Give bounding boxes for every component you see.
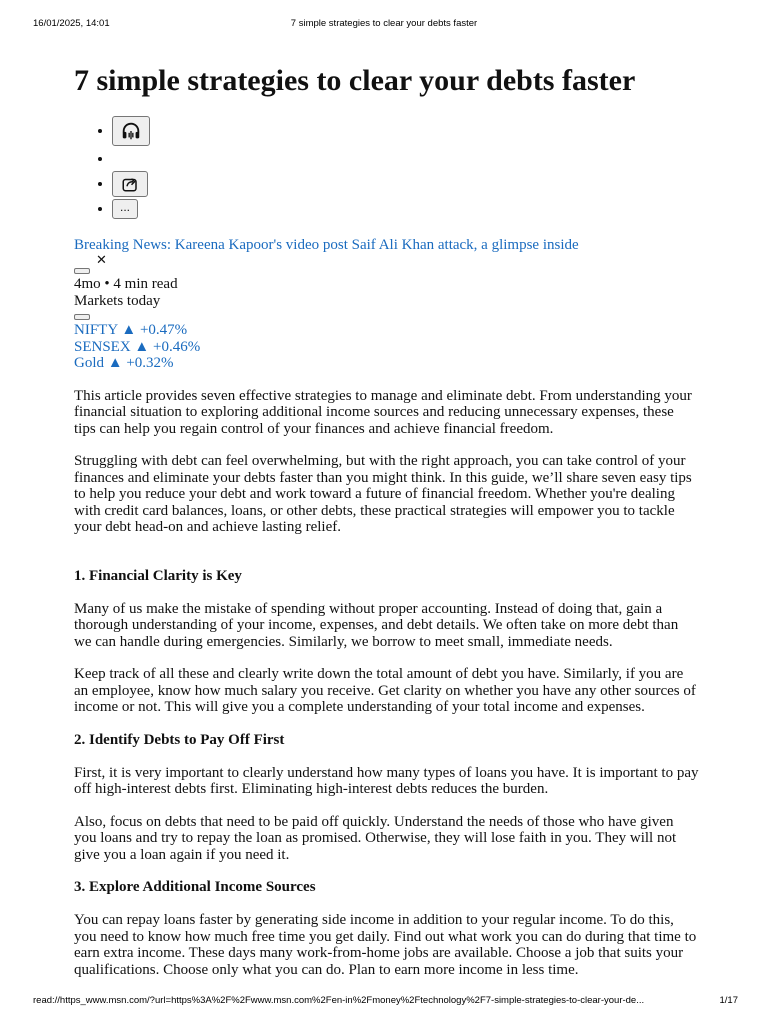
section-3-paragraph-1: You can repay loans faster by generating side income in addition to your regular income. To do this, you need to know how much free time you get daily. Find out what work you can do during that time to earn extra income. These days many work-from-home jobs are available. Choose a job that suits your qualifications. Choose only what you can do. Plan to earn more income in less time. bbox=[74, 912, 697, 978]
listen-button[interactable] bbox=[112, 116, 150, 146]
market-tickers bbox=[74, 322, 699, 372]
headphones-icon bbox=[120, 120, 142, 142]
section-heading-1: 1. Financial Clarity is Key bbox=[74, 567, 242, 584]
page-indicator: 1/17 bbox=[719, 995, 738, 1006]
share-icon bbox=[121, 175, 139, 193]
section-1-paragraph-2: Keep track of all these and clearly write down the total amount of debt you have. Similarly, if you are an employee, know how much salary you receive. Get clarity on whether you have any other sources of income or not. This will give you a complete understanding of your total income and expenses. bbox=[74, 666, 696, 715]
more-options-button[interactable]: ... bbox=[112, 199, 138, 219]
section-2-paragraph-2: Also, focus on debts that need to be paid off quickly. Understand the needs of those who have given you loans and try to repay the loan as promised. Otherwise, they will lose faith in you. They will not give you a loan again if you need it. bbox=[74, 813, 677, 863]
section-heading-2: 2. Identify Debts to Pay Off First bbox=[74, 731, 285, 748]
action-item-empty bbox=[112, 148, 699, 170]
ticker-nifty[interactable]: NIFTY ▲ +0.47% bbox=[74, 322, 188, 338]
article-meta: 4mo • 4 min read bbox=[74, 276, 178, 292]
article-actions bbox=[74, 114, 699, 220]
ticker-sensex[interactable]: SENSEX ▲ +0.46% bbox=[74, 338, 201, 355]
action-item-more bbox=[112, 198, 699, 220]
article-title: 7 simple strategies to clear your debts faster bbox=[74, 64, 636, 97]
print-url: read://https_www.msn.com/?url=https%3A%2F%2Fwww.msn.com%2Fen-in%2Fmoney%2Ftechnology%2F7-simple-strategies-to-clear-your-de... bbox=[33, 995, 645, 1006]
print-header bbox=[0, 18, 768, 30]
article bbox=[74, 60, 699, 994]
close-icon[interactable]: ✕ bbox=[96, 253, 107, 268]
share-button[interactable] bbox=[112, 171, 148, 197]
print-footer bbox=[0, 995, 768, 1007]
markets-label: Markets today bbox=[74, 293, 161, 309]
action-item-audio bbox=[112, 114, 699, 148]
breaking-news-link[interactable]: Breaking News: Kareena Kapoor's video post Saif Ali Khan attack, a glimpse inside bbox=[74, 237, 579, 253]
article-summary: This article provides seven effective strategies to manage and eliminate debt. From understanding your financial situation to exploring additional income sources and reducing unnecessary expenses, these tips can help you regain control of your finances and achieve financial freedom. bbox=[74, 387, 692, 437]
action-item-share bbox=[112, 170, 699, 198]
ticker-gold[interactable]: Gold ▲ +0.32% bbox=[74, 355, 174, 371]
markets-toggle-button[interactable] bbox=[74, 314, 90, 320]
print-datetime: 16/01/2025, 14:01 bbox=[33, 18, 110, 29]
print-page-title: 7 simple strategies to clear your debts faster bbox=[290, 18, 478, 29]
collapsed-button[interactable] bbox=[74, 268, 90, 274]
section-2-paragraph-1: First, it is very important to clearly understand how many types of loans you have. It is important to pay off high-interest debts first. Eliminating high-interest debts reduces the burden. bbox=[74, 764, 699, 797]
section-heading-3: 3. Explore Additional Income Sources bbox=[74, 879, 316, 895]
section-1-paragraph-1: Many of us make the mistake of spending without proper accounting. Instead of doing that, gain a thorough understanding of your income, expenses, and debt details. We often take on more debt than we can handle during emergencies. Similarly, we borrow to meet small, immediate needs. bbox=[74, 600, 679, 650]
article-intro: Struggling with debt can feel overwhelming, but with the right approach, you can take control of your finances and eliminate your debts faster than you might think. In this guide, we’ll share seven easy tips to help you reduce your debt and work toward a future of financial freedom. Whether you're dealing with credit card balances, loans, or other debts, these practical strategies will empower you to tackle your debt head-on and achieve lasting relief. bbox=[74, 453, 692, 535]
